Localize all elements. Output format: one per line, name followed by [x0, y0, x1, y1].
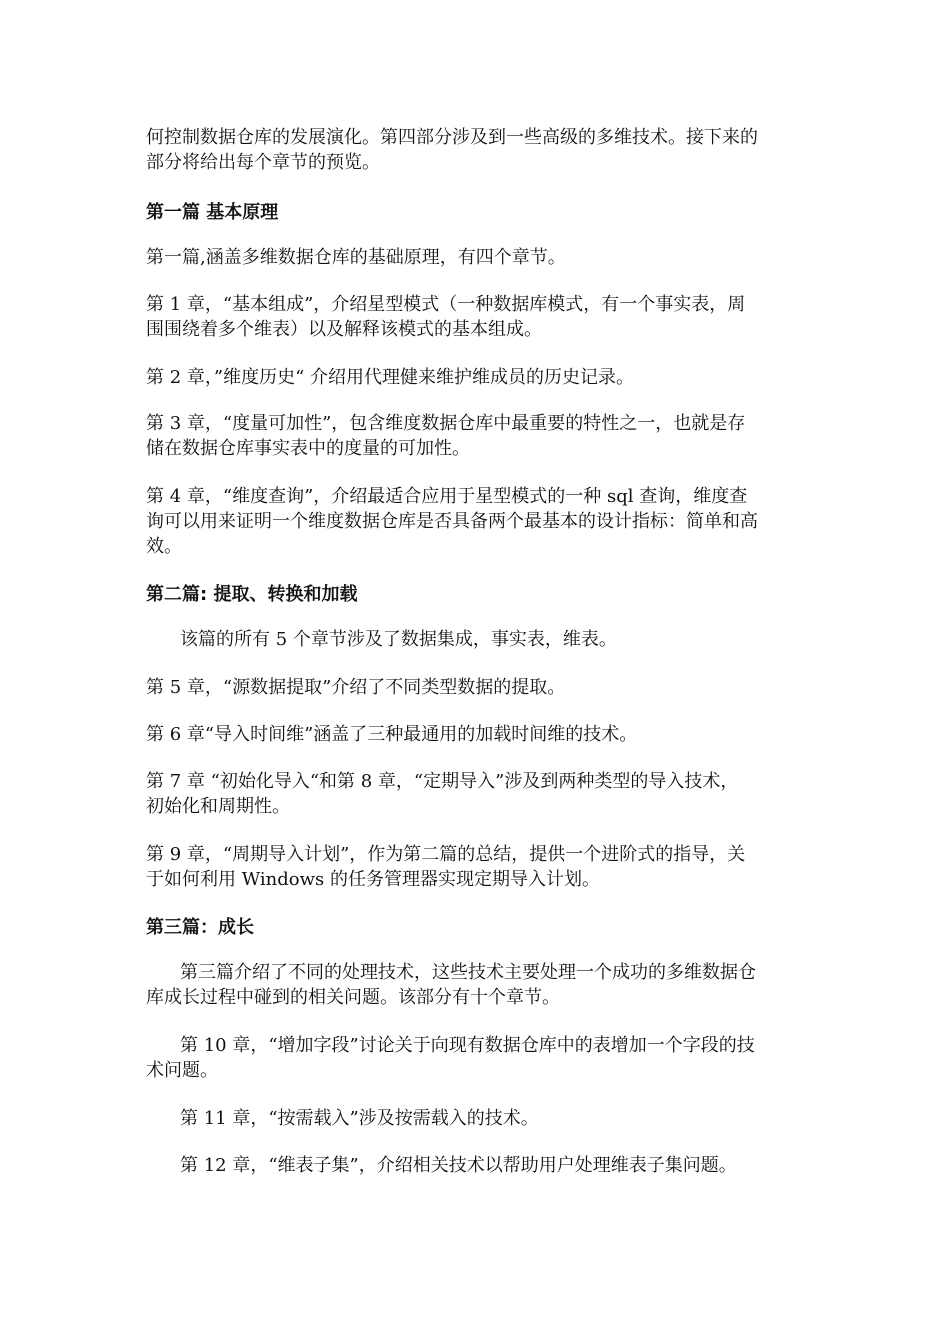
chapter-6-paragraph: 第 6 章“导入时间维”涵盖了三种最通用的加载时间维的技术。: [146, 724, 638, 745]
chapter-11-paragraph: 第 11 章，“按需载入”涉及按需载入的技术。: [180, 1108, 539, 1129]
intro-paragraph: [146, 125, 798, 175]
chapter-5-paragraph: 第 5 章，“源数据提取”介绍了不同类型数据的提取。: [146, 677, 566, 698]
chapter-1-paragraph: [146, 292, 798, 342]
text-line: 第 1 章，“基本组成”，介绍星型模式（一种数据库模式，有一个事实表，周: [146, 294, 746, 315]
text-line: 初始化和周期性。: [146, 796, 290, 817]
chapter-10-paragraph: [146, 1033, 798, 1083]
text-line: 于如何利用 Windows 的任务管理器实现定期导入计划。: [146, 869, 600, 890]
part3-heading: 第三篇：成长: [146, 917, 254, 938]
chapter-12-paragraph: 第 12 章，“维表子集”，介绍相关技术以帮助用户处理维表子集问题。: [180, 1155, 737, 1176]
chapter-3-paragraph: [146, 411, 798, 461]
text-line: 第三篇介绍了不同的处理技术，这些技术主要处理一个成功的多维数据仓: [180, 962, 756, 983]
text-line: 询可以用来证明一个维度数据仓库是否具备两个最基本的设计指标：简单和高: [146, 511, 758, 532]
part1-heading: 第一篇 基本原理: [146, 202, 279, 223]
chapter-2-paragraph: 第 2 章，”维度历史“ 介绍用代理健来维护维成员的历史记录。: [146, 367, 635, 388]
chapter-9-paragraph: [146, 842, 798, 892]
chapter-4-paragraph: [146, 484, 798, 559]
text-line: 库成长过程中碰到的相关问题。该部分有十个章节。: [146, 987, 560, 1008]
text-line: 第 9 章，“周期导入计划”，作为第二篇的总结，提供一个进阶式的指导，关: [146, 844, 746, 865]
text-line: 储在数据仓库事实表中的度量的可加性。: [146, 438, 470, 459]
text-line: 围围绕着多个维表）以及解释该模式的基本组成。: [146, 319, 542, 340]
part1-intro: 第一篇,涵盖多维数据仓库的基础原理，有四个章节。: [146, 247, 566, 268]
text-line: 部分将给出每个章节的预览。: [146, 152, 380, 173]
text-line: 术问题。: [146, 1060, 218, 1081]
part2-heading: 第二篇: 提取、转换和加载: [146, 584, 358, 605]
text-line: 第 3 章，“度量可加性”，包含维度数据仓库中最重要的特性之一，也就是存: [146, 413, 746, 434]
part3-intro: [146, 960, 798, 1010]
chapter-7-8-paragraph: [146, 769, 798, 819]
part2-intro: 该篇的所有 5 个章节涉及了数据集成，事实表，维表。: [180, 629, 617, 650]
text-line: 第 10 章，“增加字段”讨论关于向现有数据仓库中的表增加一个字段的技: [180, 1035, 755, 1056]
text-line: 效。: [146, 536, 182, 557]
text-line: 第 4 章，“维度查询”，介绍最适合应用于星型模式的一种 sql 查询，维度查: [146, 486, 748, 507]
text-line: 第 7 章 “初始化导入“和第 8 章，“定期导入”涉及到两种类型的导入技术，: [146, 771, 739, 792]
text-line: 何控制数据仓库的发展演化。第四部分涉及到一些高级的多维技术。接下来的: [146, 127, 758, 148]
